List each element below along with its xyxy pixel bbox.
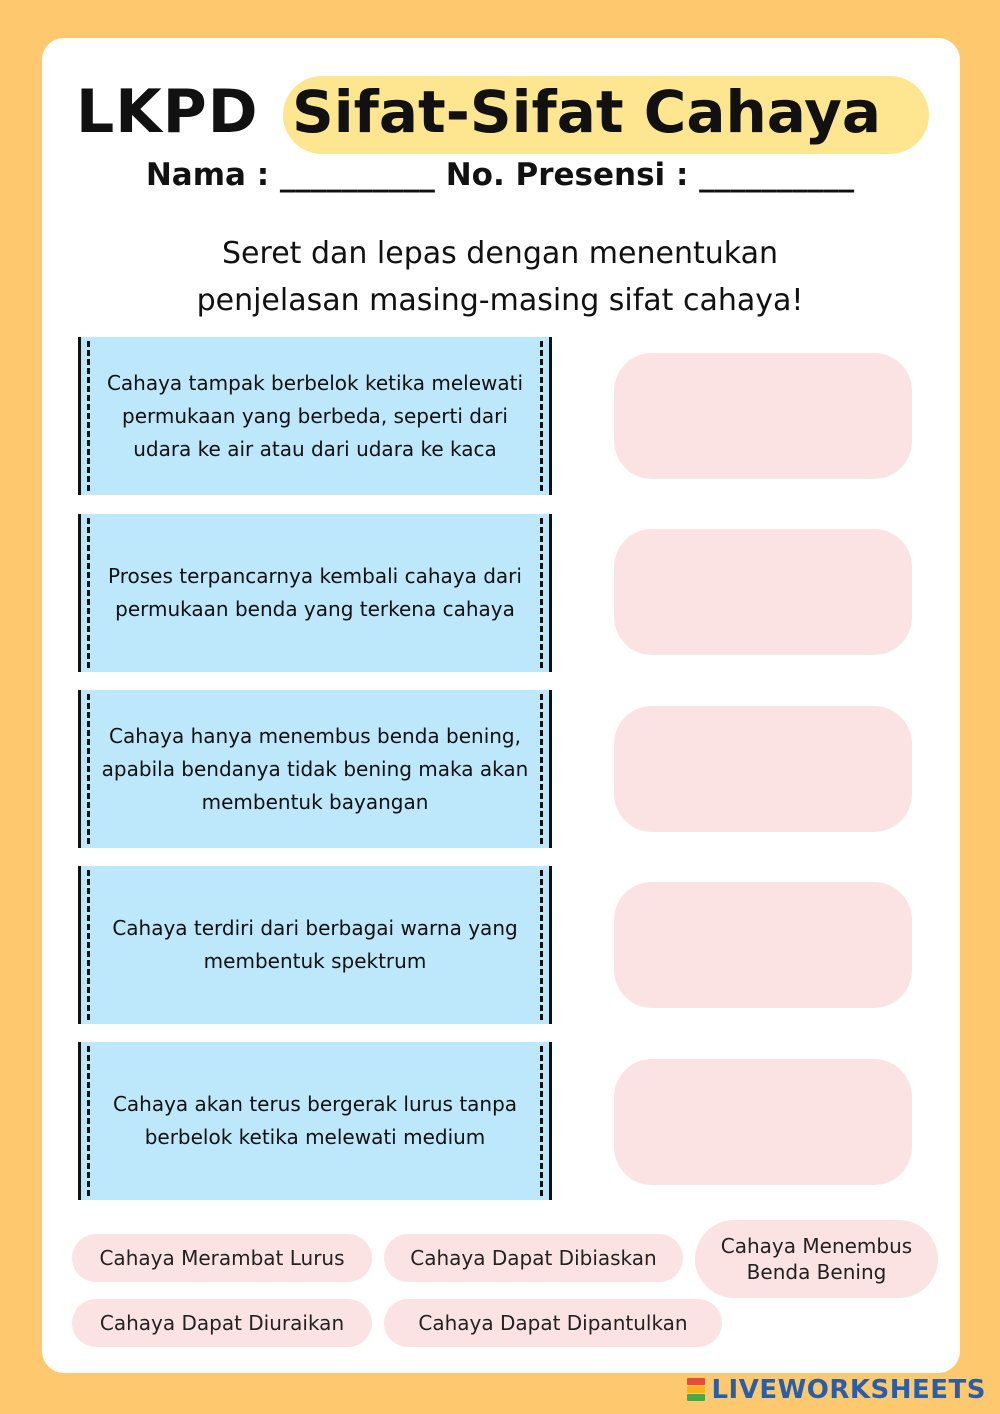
title-prefix: LKPD xyxy=(76,77,259,147)
question-card-1 xyxy=(78,337,552,495)
title-main: Sifat-Sifat Cahaya xyxy=(292,78,882,146)
liveworksheets-logo-icon xyxy=(687,1378,705,1402)
answer-chip-merambat-lurus[interactable]: Cahaya Merambat Lurus xyxy=(72,1234,372,1282)
brand-name: LIVEWORKSHEETS xyxy=(711,1375,986,1405)
answer-chip-dapat-dipantulkan[interactable]: Cahaya Dapat Dipantulkan xyxy=(384,1299,722,1347)
question-text-2: Proses terpancarnya kembali cahaya dari permukaan benda yang terkena cahaya xyxy=(108,564,522,621)
drop-zone-5[interactable] xyxy=(614,1059,912,1185)
answer-chip-dapat-diuraikan[interactable]: Cahaya Dapat Diuraikan xyxy=(72,1299,372,1347)
question-card-3 xyxy=(78,690,552,848)
instruction-line-2: penjelasan masing-masing sifat cahaya! xyxy=(196,283,804,318)
question-text-5: Cahaya akan terus bergerak lurus tanpa berbelok ketika melewati medium xyxy=(112,1092,518,1149)
page-title xyxy=(0,72,1000,162)
answer-chip-dapat-dibiaskan[interactable]: Cahaya Dapat Dibiaskan xyxy=(384,1234,683,1282)
drop-zone-4[interactable] xyxy=(614,882,912,1008)
instruction-line-1: Seret dan lepas dengan menentukan xyxy=(222,236,778,271)
drop-zone-2[interactable] xyxy=(614,529,912,655)
student-info-line: Nama : __________ No. Presensi : __________ xyxy=(145,157,855,193)
question-text-4: Cahaya terdiri dari berbagai warna yang membentuk spektrum xyxy=(112,916,518,973)
instruction-text xyxy=(0,230,1000,324)
question-card-4 xyxy=(78,866,552,1024)
answer-chip-menembus-benda-bening[interactable]: Cahaya Menembus Benda Bening xyxy=(695,1220,938,1298)
liveworksheets-brand xyxy=(687,1374,986,1406)
question-card-5 xyxy=(78,1042,552,1200)
question-text-1: Cahaya tampak berbelok ketika melewati permukaan yang berbeda, seperti dari udara ke air atau dari udara ke kaca xyxy=(106,370,524,461)
drop-zone-1[interactable] xyxy=(614,353,912,479)
question-card-2 xyxy=(78,514,552,672)
drop-zone-3[interactable] xyxy=(614,706,912,832)
question-text-3: Cahaya hanya menembus benda bening, apabila bendanya tidak bening maka akan membentuk bayangan xyxy=(101,723,529,814)
